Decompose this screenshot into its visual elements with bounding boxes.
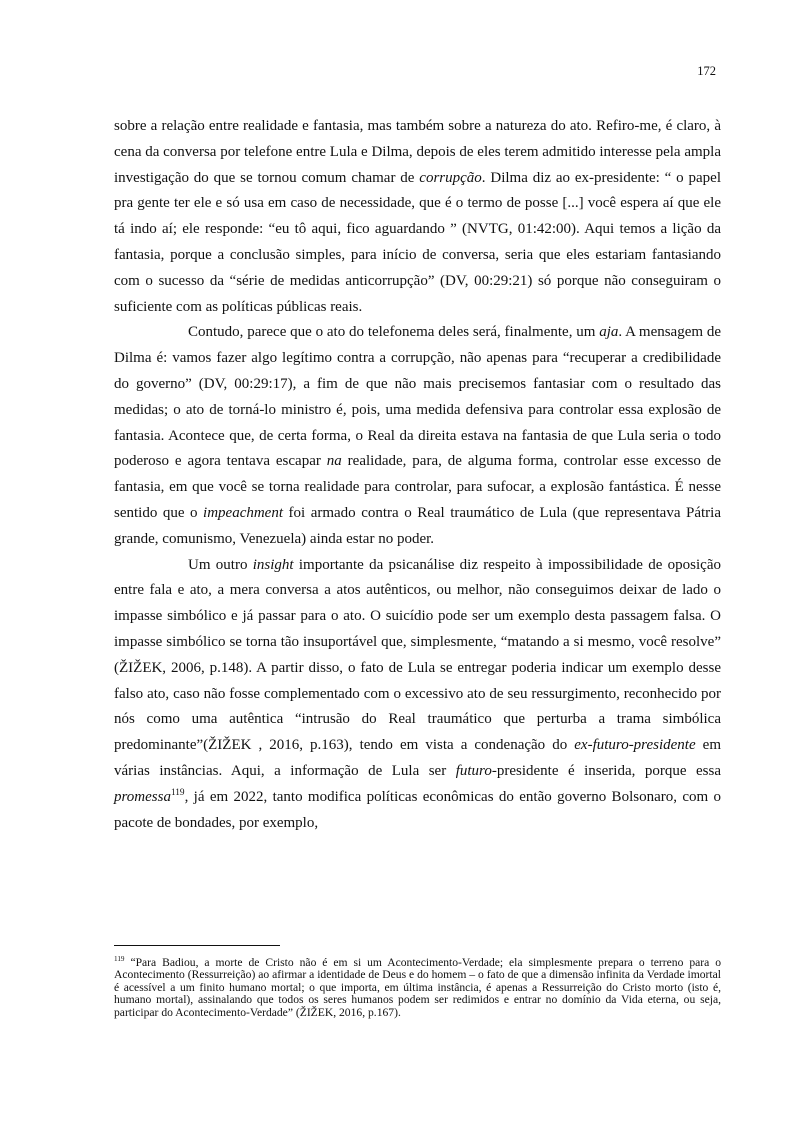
footnote-reference: 119: [170, 787, 185, 798]
text-run: em várias instâncias. Aqui, a informação de Lula ser: [114, 737, 721, 779]
italic-term: aja: [599, 324, 619, 341]
text-run: sobre a relação entre realidade e fantasia, mas também sobre a natureza do ato. Refiro-me, é claro, à cena da conversa por telefone entre Lula e Dilma, depois de eles terem admitido interesse pela ampla investigação do que se tornou comum chamar de: [114, 118, 721, 186]
text-run: , já em 2022, tanto modifica políticas econômicas do então governo Bolsonaro, com o pacote de bondades, por exemplo,: [114, 788, 721, 831]
italic-term: ex-futuro-presidente: [574, 737, 696, 754]
text-run: . Dilma diz ao ex-presidente: “ o papel pra gente ter ele e só usa em caso de necessidade, que é o termo de posse [...] você espera aí que ele tá indo aí; ele responde: “eu tô aqui, fico aguardando ” (NVTG, 01:42:00). Aqui temos a lição da fantasia, porque a conclusão simples, para início de conversa, seria que eles estariam fantasiando com o sucesso da “série de medidas anticorrupção” (DV, 00:29:21) só porque não conseguiram o suficiente com as políticas públicas reais.: [114, 169, 722, 315]
text-run: foi armado contra o Real traumático de Lula (que representava Pátria grande, comunismo, Venezuela) ainda estar no poder.: [114, 504, 721, 547]
footnote-number: 119: [114, 955, 125, 964]
paragraph: [114, 320, 721, 552]
italic-term: impeachment: [203, 504, 284, 521]
footnote-separator: [114, 945, 280, 946]
italic-term: corrupção: [419, 169, 482, 186]
paragraph: [114, 553, 721, 837]
footnote: [114, 957, 721, 1019]
text-run: importante da psicanálise diz respeito à impossibilidade de oposição entre fala e ato, a mera conversa a atos autênticos, ou melhor, não conseguimos deixar de lado o impasse simbólico e já passar para o ato. O suicídio pode ser um exemplo desta passagem falsa. O impasse simbólico se torna tão insuportável que, simplesmente, “matando a si mesmo, você resolve” (ŽIŽEK, 2006, p.148). A partir disso, o fato de Lula se entregar poderia indicar um exemplo desse falso ato, caso não fosse complementado com o excessivo ato de seu ressurgimento, reconhecido por nós como uma autêntica “intrusão do Real traumático que perturba a trama simbólica predominante”(ŽIŽEK , 2016, p.163), tendo em vista a condenação do: [114, 556, 721, 754]
page-number: 172: [697, 64, 716, 78]
text-run: Um outro: [188, 556, 253, 573]
footnote-text: “Para Badiou, a morte de Cristo não é em si um Acontecimento‑Verdade; ela simplesmente prepara o terreno para o Acontecimento (Ressurreição) ao afirmar a identidade de Deus e do homem – o fato de que a dimensão infinita da Verdade imortal é acessível a um finito humano mortal; o que importa, em última instância, é apenas a Ressurreição do Cristo morto (isto é, humano mortal), assinalando que todos os seres humanos podem ser redimidos e entrar no domínio da Vida eterna, ou seja, participar do Acontecimento‑Verdade” (ŽIŽEK, 2016, p.167).: [114, 956, 721, 1019]
text-run: -presidente é inserida, porque essa: [491, 762, 722, 779]
paragraph: [114, 114, 721, 320]
italic-term: insight: [252, 556, 294, 573]
italic-term: na: [326, 453, 342, 470]
text-run: realidade, para, de alguma forma, controlar esse excesso de fantasia, em que você se torna realidade para controlar, para sufocar, a explosão fantástica. É nesse sentido que o: [114, 453, 721, 521]
italic-term: promessa: [114, 788, 171, 805]
text-run: Contudo, parece que o ato do telefonema deles será, finalmente, um: [188, 324, 600, 341]
text-run: . A mensagem de Dilma é: vamos fazer algo legítimo contra a corrupção, não apenas para “recuperar a credibilidade do governo” (DV, 00:29:17), a fim de que não mais precisemos fantasiar com o resultado das medidas; o ato de torná-lo ministro é, pois, uma medida defensiva para controlar essa explosão de fantasia. Acontece que, de certa forma, o Real da direita estava na fantasia de que Lula seria o todo poderoso e agora tentava escapar: [114, 324, 721, 470]
body-text: [114, 114, 721, 836]
italic-term: futuro: [455, 762, 492, 779]
